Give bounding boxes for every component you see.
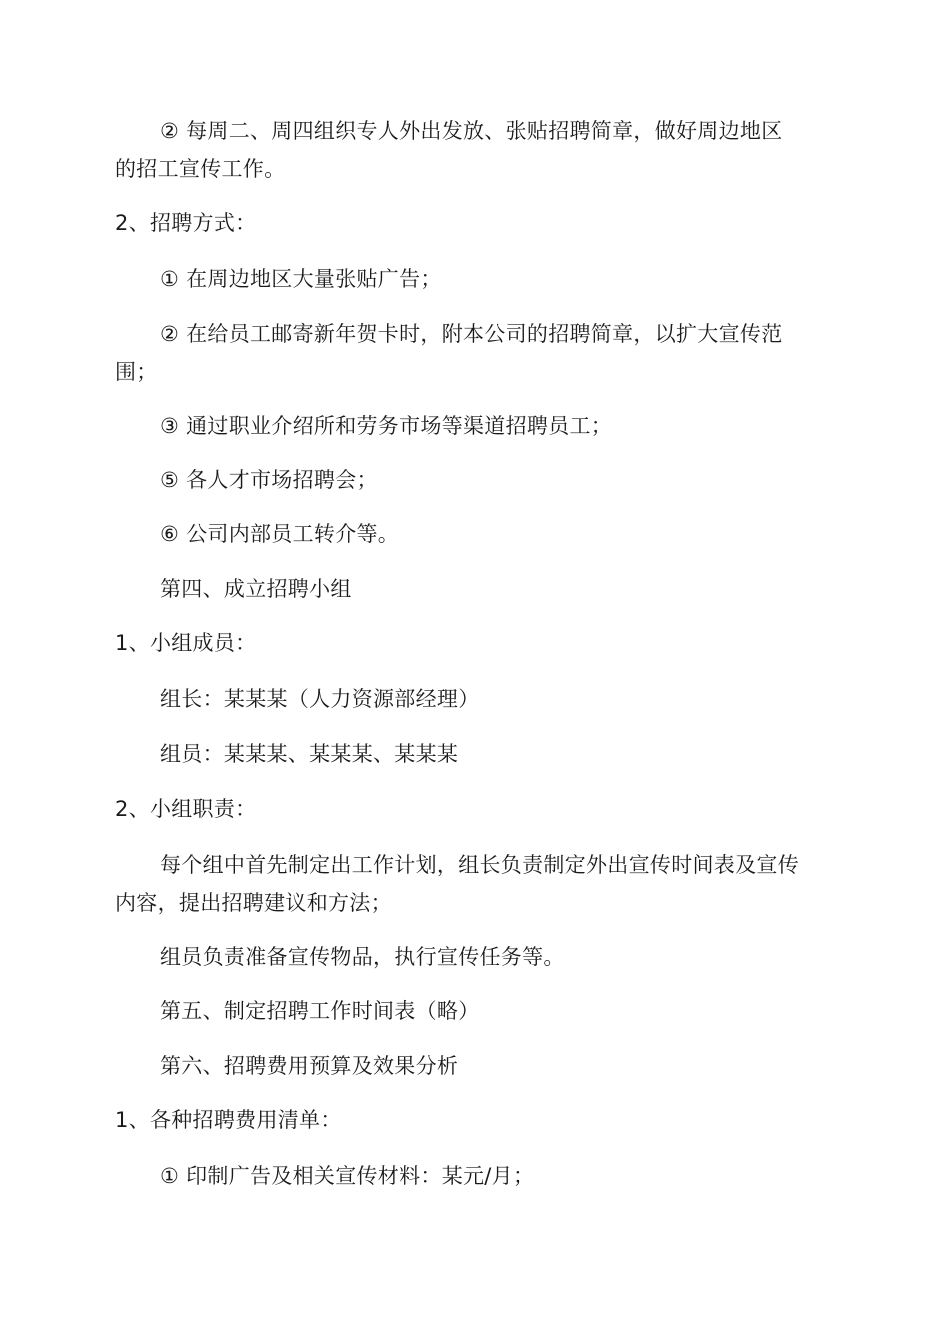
list-item: ② 在给员工邮寄新年贺卡时，附本公司的招聘简章，以扩大宣传范 bbox=[160, 322, 783, 346]
section-heading: 1、各种招聘费用清单： bbox=[115, 1108, 342, 1132]
list-item: ① 印制广告及相关宣传材料：某元/月； bbox=[160, 1164, 535, 1188]
list-item: ⑥ 公司内部员工转介等。 bbox=[160, 522, 400, 546]
paragraph-line: 的招工宣传工作。 bbox=[115, 157, 286, 181]
section-heading: 第五、制定招聘工作时间表（略） bbox=[160, 999, 480, 1023]
paragraph-line: 组员：某某某、某某某、某某某 bbox=[160, 742, 459, 766]
section-heading: 1、小组成员： bbox=[115, 631, 257, 655]
paragraph-line: 组长：某某某（人力资源部经理） bbox=[160, 687, 480, 711]
section-heading: 2、招聘方式： bbox=[115, 211, 257, 235]
paragraph-line: 每个组中首先制定出工作计划，组长负责制定外出宣传时间表及宣传 bbox=[160, 853, 799, 877]
list-item: 围； bbox=[115, 360, 158, 384]
section-heading: 第四、成立招聘小组 bbox=[160, 577, 352, 601]
list-item: ⑤ 各人才市场招聘会； bbox=[160, 468, 378, 492]
section-heading: 2、小组职责： bbox=[115, 797, 257, 821]
list-item: ① 在周边地区大量张贴广告； bbox=[160, 267, 442, 291]
list-item: ③ 通过职业介绍所和劳务市场等渠道招聘员工； bbox=[160, 414, 613, 438]
paragraph-line: ② 每周二、周四组织专人外出发放、张贴招聘简章，做好周边地区 bbox=[160, 119, 783, 143]
paragraph-line: 组员负责准备宣传物品，执行宣传任务等。 bbox=[160, 945, 565, 969]
section-heading: 第六、招聘费用预算及效果分析 bbox=[160, 1054, 459, 1078]
paragraph-line: 内容，提出招聘建议和方法； bbox=[115, 891, 392, 915]
